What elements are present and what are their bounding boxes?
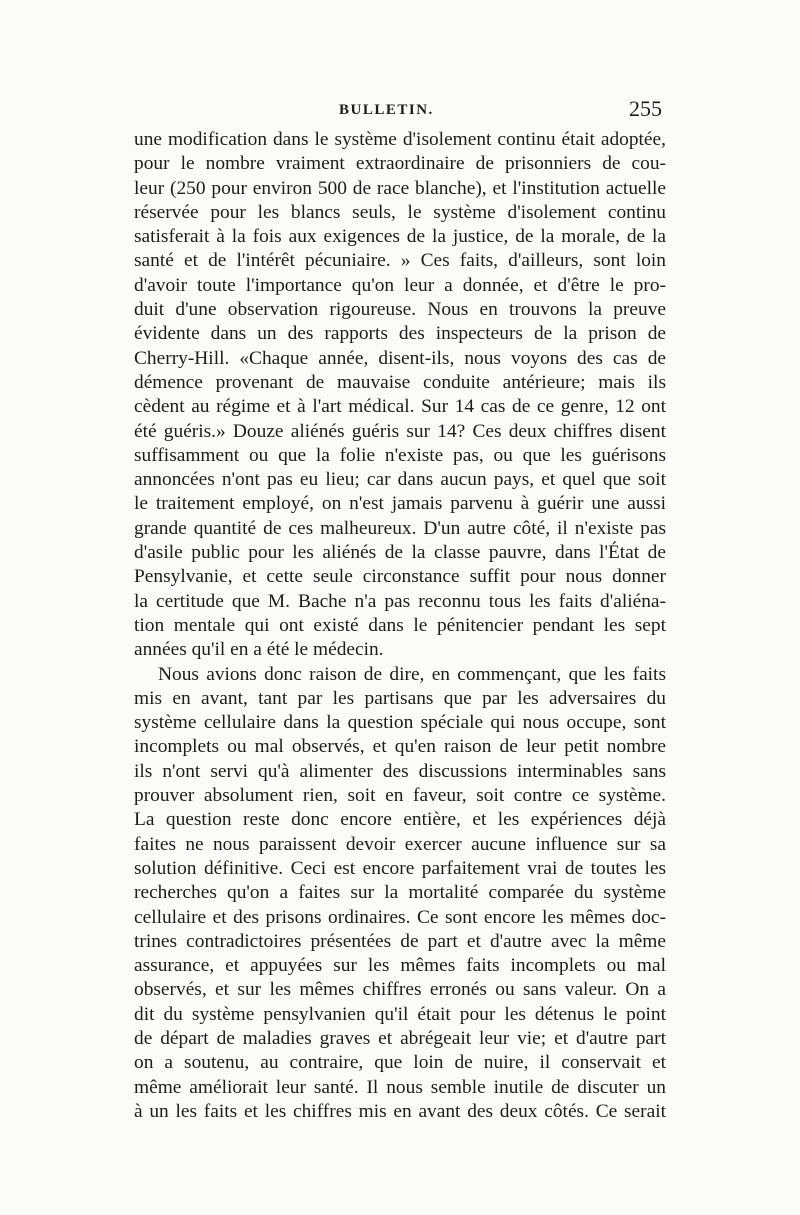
text-line: La question reste donc encore entière, et les expériences déjà bbox=[134, 809, 666, 831]
text-line: années qu'il en a été le médecin. bbox=[134, 639, 384, 661]
text-line: suffisamment ou que la folie n'existe pas, ou que les guérisons bbox=[134, 444, 666, 466]
text-line: observés, et sur les mêmes chiffres erronés ou sans valeur. On a bbox=[134, 979, 666, 1001]
text-line: trines contradictoires présentées de part et d'autre avec la même bbox=[134, 930, 666, 952]
text-line: une modification dans le système d'isolement continu était adoptée, bbox=[134, 129, 666, 150]
text-line: cellulaire et des prisons ordinaires. Ce sont encore les mêmes doc- bbox=[134, 906, 666, 928]
text-line: solution définitive. Ceci est encore parfaitement vrai de toutes les bbox=[134, 857, 666, 879]
text-line: la certitude que M. Bache n'a pas reconnu tous les faits d'aliéna- bbox=[134, 590, 666, 612]
text-line: Cherry-Hill. «Chaque année, disent-ils, nous voyons des cas de bbox=[134, 347, 666, 369]
text-line: assurance, et appuyées sur les mêmes faits incomplets ou mal bbox=[134, 955, 666, 977]
text-line: Pensylvanie, et cette seule circonstance suffit pour nous donner bbox=[134, 566, 666, 588]
text-line: prouver absolument rien, soit en faveur, soit contre ce système. bbox=[134, 785, 666, 807]
text-line: évidente dans un des rapports des inspecteurs de la prison de bbox=[134, 323, 666, 345]
text-line: démence provenant de mauvaise conduite antérieure; mais ils bbox=[134, 371, 666, 393]
text-line: incomplets ou mal observés, et qu'en raison de leur petit nombre bbox=[134, 736, 666, 758]
text-line: le traitement employé, on n'est jamais parvenu à guérir une aussi bbox=[134, 493, 666, 515]
text-line: leur (250 pour environ 500 de race blanche), et l'institution actuelle bbox=[134, 177, 666, 199]
text-line: à un les faits et les chiffres mis en avant des deux côtés. Ce serait bbox=[134, 1100, 666, 1122]
text-line: ils n'ont servi qu'à alimenter des discussions interminables sans bbox=[134, 760, 666, 782]
text-line: duit d'une observation rigoureuse. Nous en trouvons la preuve bbox=[134, 299, 666, 321]
text-line: d'avoir toute l'importance qu'on leur a donnée, et d'être le pro- bbox=[134, 274, 666, 296]
text-line: on a soutenu, au contraire, que loin de nuire, il conservait et bbox=[134, 1052, 666, 1074]
text-line: d'asile public pour les aliénés de la classe pauvre, dans l'État de bbox=[134, 542, 666, 564]
text-line: santé et de l'intérêt pécuniaire. » Ces faits, d'ailleurs, sont loin bbox=[134, 250, 666, 272]
body-text bbox=[134, 128, 666, 1124]
text-line: cèdent au régime et à l'art médical. Sur 14 cas de ce genre, 12 ont bbox=[134, 396, 666, 418]
text-line: dit du système pensylvanien qu'il était pour les détenus le point bbox=[134, 1003, 666, 1025]
text-line: réservée pour les blancs seuls, le système d'isolement continu bbox=[134, 201, 666, 223]
page-number: 255 bbox=[629, 96, 662, 121]
paragraph bbox=[134, 128, 666, 663]
text-line: recherches qu'on a faites sur la mortalité comparée du système bbox=[134, 882, 666, 904]
text-line: été guéris.» Douze aliénés guéris sur 14? Ces deux chiffres disent bbox=[134, 420, 666, 442]
text-line: satisferait à la fois aux exigences de la justice, de la morale, de la bbox=[134, 226, 666, 248]
text-line: système cellulaire dans la question spéciale qui nous occupe, sont bbox=[134, 712, 666, 734]
text-line: pour le nombre vraiment extraordinaire de prisonniers de cou- bbox=[134, 153, 666, 175]
running-title: BULLETIN. bbox=[339, 102, 434, 118]
text-line: faites ne nous paraissent devoir exercer aucune influence sur sa bbox=[134, 833, 666, 855]
text-line: annoncées n'ont pas eu lieu; car dans aucun pays, et quel que soit bbox=[134, 469, 666, 491]
text-line: grande quantité de ces malheureux. D'un autre côté, il n'existe pas bbox=[134, 517, 666, 539]
text-line: mis en avant, tant par les partisans que par les adversaires du bbox=[134, 687, 666, 709]
paragraph bbox=[134, 663, 666, 1125]
text-line: tion mentale qui ont existé dans le pénitencier pendant les sept bbox=[134, 614, 666, 636]
page-header bbox=[134, 96, 666, 126]
text-line: même améliorait leur santé. Il nous semble inutile de discuter un bbox=[134, 1076, 666, 1098]
text-line: de départ de maladies graves et abrégeait leur vie; et d'autre part bbox=[134, 1027, 666, 1049]
text-line: Nous avions donc raison de dire, en commençant, que les faits bbox=[158, 663, 666, 685]
